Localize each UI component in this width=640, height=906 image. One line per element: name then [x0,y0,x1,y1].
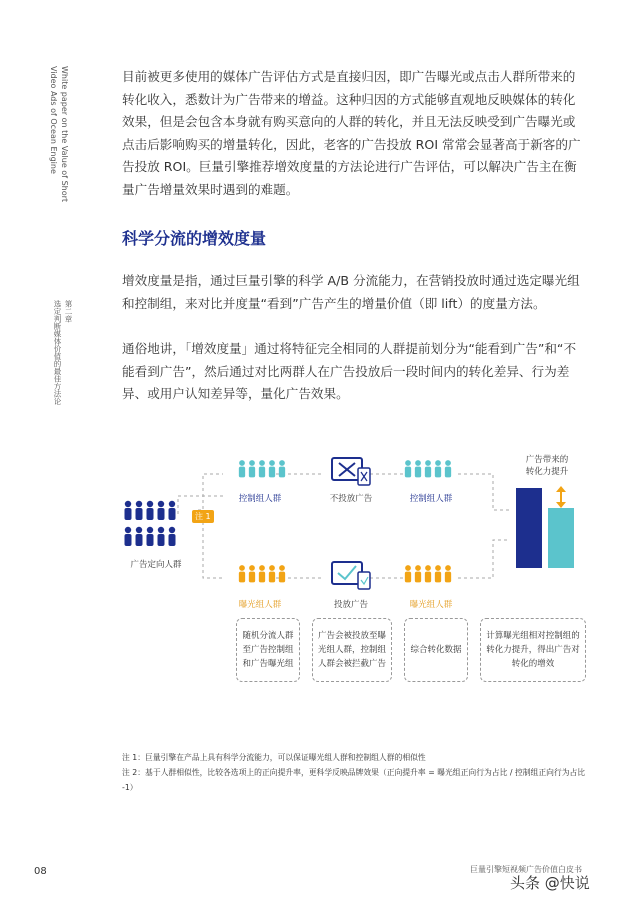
ad-label: 投放广告 [333,600,368,610]
page-number: 08 [34,866,47,877]
person-icon [259,460,265,466]
person-icon-body [158,508,165,520]
person-icon-body [125,534,132,546]
person-icon [158,501,164,507]
person-icon [169,501,175,507]
person-icon [136,527,142,533]
person-icon-body [249,467,255,478]
control-group-left-people [239,460,285,477]
side-chapter [52,300,74,440]
person-icon-body [405,467,411,478]
person-icon-body [415,572,421,583]
control-group-right-people [405,460,451,477]
person-icon-body [158,534,165,546]
exposed-group-left-people [239,565,285,582]
exposed-group-right-people [405,565,451,582]
person-icon [279,460,285,466]
person-icon-body [239,572,245,583]
person-icon [415,460,421,466]
section-heading: 科学分流的增效度量 [122,229,267,248]
document-title: 巨量引擎短视频广告价值白皮书 [470,865,582,874]
note-1-tag: 注 1 [192,510,214,523]
explanation-paragraph: 通俗地讲，「增效度量」通过将特征完全相同的人群提前划分为“能看到广告”和“不能看到广告”，然后通过对比两群人在广告投放后一段时间内的转化差异、行为差异、或用户认知差异等，量化广告效果。 [122,341,577,401]
person-icon [147,501,153,507]
step-box-1: 随机分流人群至广告控制组和广告曝光组 [236,618,300,682]
definition-paragraph: 增效度量是指，通过巨量引擎的科学 A/B 分流能力，在营销投放时通过选定曝光组和控制组，来对比并度量“看到”广告产生的增量价值（即 lift）的度量方法。 [122,273,580,311]
footnotes [122,750,592,795]
person-icon [249,565,255,571]
person-icon-body [435,572,441,583]
person-icon [435,565,441,571]
person-icon-body [425,467,431,478]
target-group-label: 广告定向人群 [130,560,182,570]
person-icon [445,565,451,571]
person-icon-body [415,467,421,478]
lift-title: 广告带来的 转化力提升 [525,455,569,477]
no-ad-screen-icon [332,458,370,485]
person-icon-body [269,467,275,478]
person-icon [405,460,411,466]
footnote-2: 注 2：基于人群相似性，比较各选项上的正向提升率，更科学反映品牌效果（正向提升率 = 曝光组正向行为占比 / 控制组正向行为占比 -1） [122,768,586,792]
lift-bars [516,486,574,568]
person-icon-body [405,572,411,583]
no-ad-label: 不投放广告 [329,494,373,504]
lift-measurement-diagram [118,448,588,694]
control-group-left-label: 控制组人群 [238,494,282,504]
person-icon [125,501,131,507]
person-icon-body [147,508,154,520]
person-icon-body [269,572,275,583]
person-icon [259,565,265,571]
person-icon [125,527,131,533]
person-icon-body [136,508,143,520]
person-icon [405,565,411,571]
person-icon-body [169,534,176,546]
person-icon-body [147,534,154,546]
person-icon-body [249,572,255,583]
person-icon-body [259,467,265,478]
person-icon [435,460,441,466]
step-box-4: 计算曝光组相对控制组的转化力提升，得出广告对转化的增效 [480,618,586,682]
person-icon [269,565,275,571]
person-icon [239,565,245,571]
ad-screen-icon [332,562,370,589]
target-group-people [125,501,176,546]
person-icon [249,460,255,466]
person-icon [147,527,153,533]
person-icon [239,460,245,466]
step-box-2: 广告会被投放至曝光组人群，控制组人群会被拦截广告 [312,618,392,682]
intro-paragraph: 目前被更多使用的媒体广告评估方式是直接归因，即广告曝光或点击人群所带来的转化收入，悉数计为广告带来的增益。这种归因的方式能够直观地反映媒体的转化效果，但是会包含本身就有购买意向的人群的转化，并且无法反映受到广告曝光或点击后影响购买的增量转化，因此，老客的广告投放 ROI 常常会显著高于新客的广告投放 ROI。巨量引擎推荐增效度量的方法论进行广告评估，可以解决广告主在衡量广告增量效果时遇到的难题。 [122,69,581,197]
person-icon-body [259,572,265,583]
chapter-title: 选定判断媒体价值的最佳方法论 [53,300,62,405]
person-icon-body [136,534,143,546]
person-icon [169,527,175,533]
person-icon-body [279,572,285,583]
exposed-group-right-label: 曝光组人群 [409,600,453,610]
person-icon-body [169,508,176,520]
step-box-3: 综合转化数据 [404,618,468,682]
person-icon-body [445,572,451,583]
control-group-right-label: 控制组人群 [409,494,453,504]
footnote-1: 注 1：巨量引擎在产品上具有科学分流能力，可以保证曝光组人群和控制组人群的相似性 [122,753,426,762]
person-icon [425,565,431,571]
person-icon [445,460,451,466]
chapter-number: 第二章 [64,300,73,323]
person-icon-body [279,467,285,478]
person-icon-body [445,467,451,478]
person-icon [415,565,421,571]
person-icon [425,460,431,466]
person-icon-body [239,467,245,478]
person-icon-body [125,508,132,520]
person-icon [279,565,285,571]
side-english-title: White paper on the Value of Short Video Ads of Ocean Engine [49,66,69,203]
person-icon-body [435,467,441,478]
person-icon [269,460,275,466]
watermark: 头条 @快说 [510,874,590,892]
person-icon [158,527,164,533]
exposed-group-left-label: 曝光组人群 [238,600,282,610]
person-icon-body [425,572,431,583]
person-icon [136,501,142,507]
